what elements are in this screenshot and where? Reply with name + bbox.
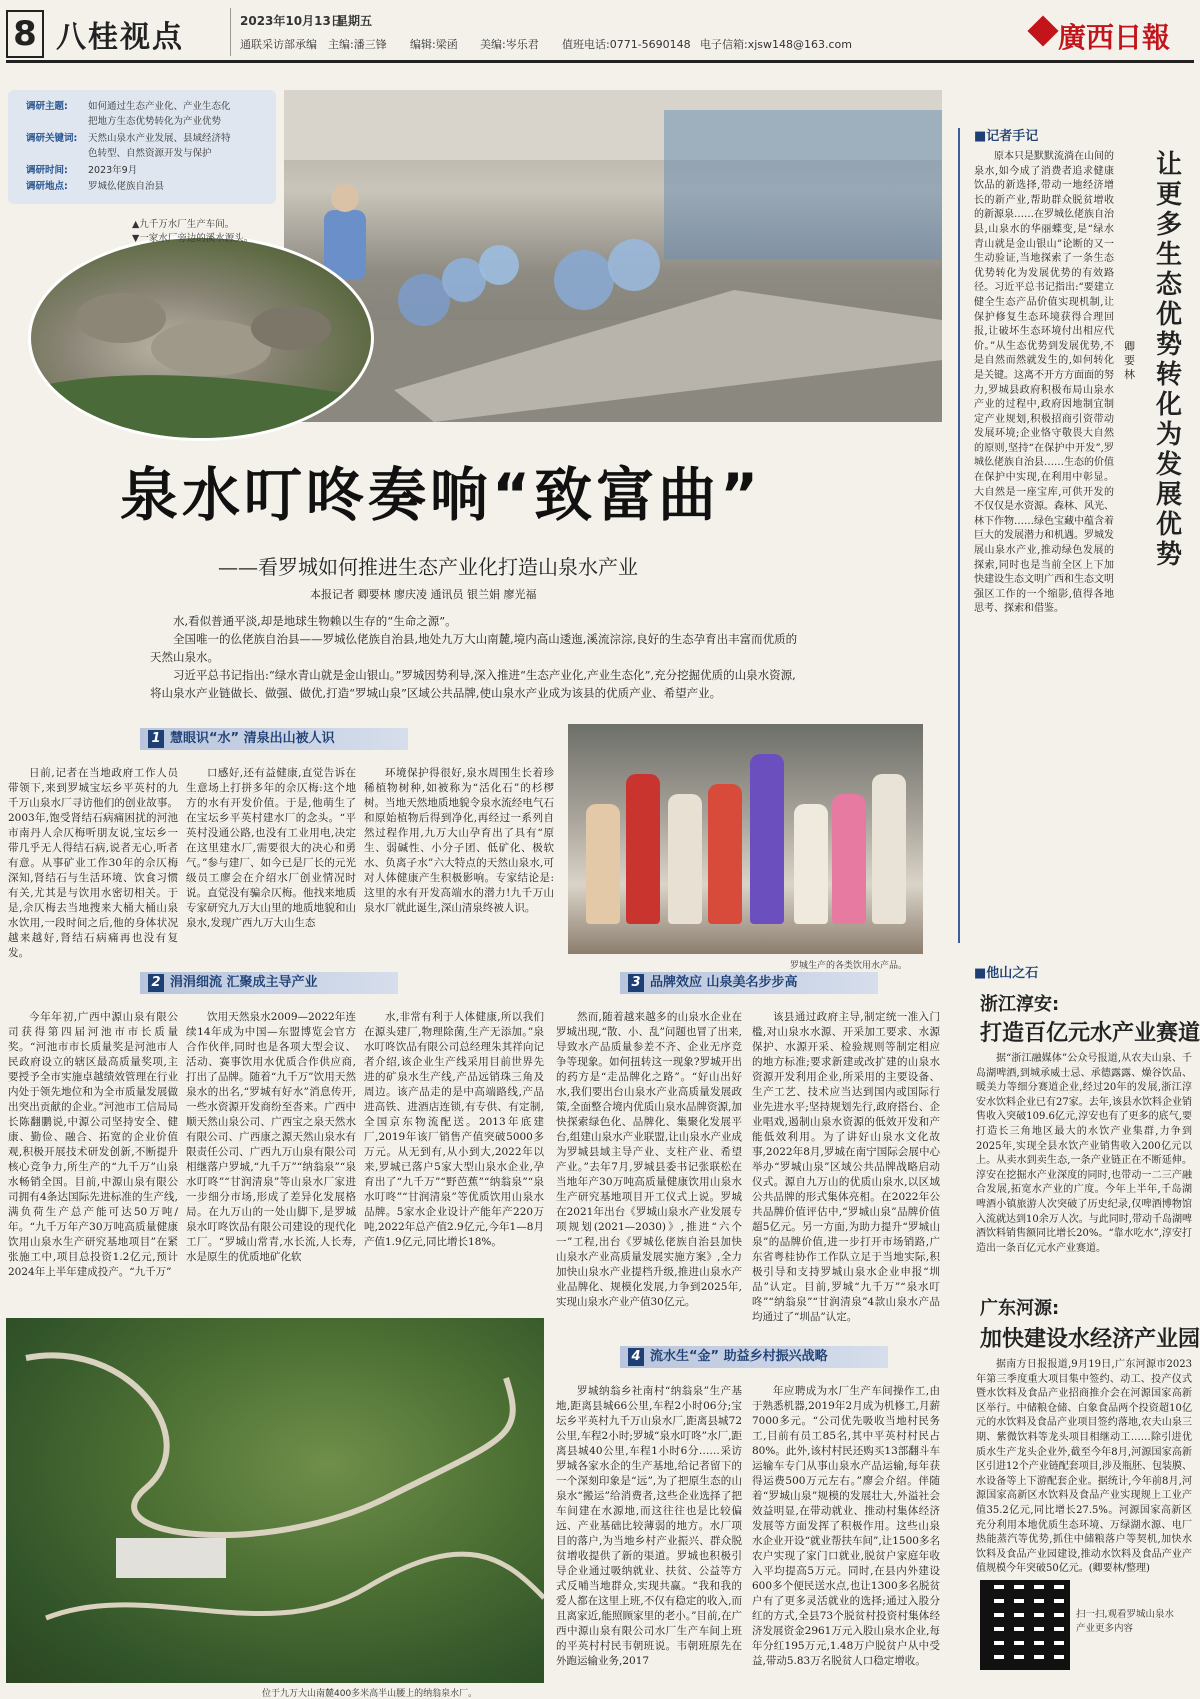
- section-3-header: 3 品牌效应 山泉美名步步高: [620, 972, 878, 994]
- section-1-col-3: 环境保护得很好,泉水周围生长着珍稀植物树种,如被称为“活化石”的杉椤树。当地天然地质地貌令泉水流经电气石和原始植物后得到净化,再经过一系列自然过程作用,九万大山孕育出了具有“原生、弱碱性、小分子团、低矿化、极软水、负离子水”六大特点的天然山泉水,可对人体健康产生积极影响。专家结论是:这里的水有开发高端水的潜力!九千万山泉水厂就此诞生,深山清泉终被人识。: [364, 767, 554, 914]
- photo-caption: 位于九万大山南麓400多米高半山腰上的纳翁泉水厂。: [262, 1689, 478, 1699]
- section-4-col-1: 罗城纳翁乡社南村“纳翁泉”生产基地,距离县城66公里,车程2小时06分;宝坛乡平英村九千万山泉水厂,距离县城72公里,车程2小时;罗城“泉水叮咚”水厂,距离县城40公里,车程1小时6分……采访罗城各家水企的生产基地,给记者留下的一个深刻印象是“远”,为了把原生态的山泉水“搬运”给消费者,这些企业选择了把车间建在水源地,而这往往也是比较偏远、产业基础比较薄弱的地方。水厂项目的落户,为当地乡村产业振兴、群众脱贫增收提供了新的渠道。罗城也积极引导企业通过吸纳就业、扶贫、公益等方式反哺当地群众,实现共赢。“我和我的爱人都在这里上班,不仅有稳定的收入,而且离家近,能照顾家里的老小。”目前,在广西中源山泉有限公司水厂生产车间上班的平英村村民韦朝班说。韦朝班原先在外跑运输业务,2017: [556, 1385, 742, 1667]
- article-headline: 泉水叮咚奏响“致富曲”: [120, 461, 763, 529]
- bottle-icon: [626, 774, 660, 924]
- paper-logo: 廣西日報: [1058, 21, 1171, 54]
- qr-caption: 扫一扫,观看罗城山泉水产业更多内容: [1076, 1609, 1175, 1634]
- notes-body: 原本只是默默流淌在山间的泉水,如今成了消费者追求健康饮品的新选择,带动一地经济增长的新产业,帮助群众脱贫增收的新源泉……在罗城仫佬族自治县,山泉水的华丽蝶变,是“绿水青山就是金山银山”论断的又一生动验证,当地探索了一条生态优势转化为发展优势的有效路径。习近平总书记指出:“要建立健全生态产品价值实现机制,让保护修复生态环境获得合理回报,让破坏生态环境付出相应代价。”从生态优势到发展优势,不是自然而然就发生的,如何转化是关键。这离不开方方面面的努力,罗城县政府积极布局山泉水产业的过程中,政府因地制宜制定产业规划,积极招商引资带动发展环境;企业恪守敬畏大自然的原则,坚持“在保护中开发”,罗城仫佬族自治县……生态的价值在保护中实现,在利用中彰显。大自然是一座宝库,可供开发的不仅仅是水资源。森林、风光、林下作物……绿色宝藏中蕴含着巨大的发展潜力和机遇。罗城发展山泉水产业,推动绿色发展的探索,同时也是当前全区上下加快建设生态文明广西和生态文明强区工作的一个缩影,值得各地思考、探索和借鉴。: [974, 151, 1114, 615]
- header-divider: [230, 8, 231, 56]
- notes-author: 卿要林: [1124, 340, 1135, 381]
- designer-credit: 美编:岑乐君: [480, 38, 539, 51]
- dept-credit: 通联采访部承编: [240, 38, 317, 51]
- survey-row: 调研主题: 如何通过生态产业化、产业生态化: [26, 101, 231, 112]
- section-title: 八桂视点: [56, 20, 184, 55]
- email: 电子信箱:xjsw148@163.com: [700, 38, 852, 51]
- survey-row: 色转型、自然资源开发与保护: [88, 148, 212, 159]
- bottle-icon: [872, 774, 906, 924]
- bottle-icon: [832, 794, 866, 924]
- mountain-road-icon: [6, 1318, 544, 1683]
- bottle-icon: [586, 804, 620, 924]
- hotline: 值班电话:0771-5690148: [562, 38, 691, 51]
- notes-title: 让更多生态优势转化为发展优势: [1156, 150, 1183, 570]
- article-intro: [150, 612, 800, 702]
- story-2-kicker: 广东河源:: [980, 1298, 1060, 1319]
- factory-photo: [284, 90, 942, 422]
- section-2-col-1: 今年年初,广西中源山泉有限公司获得第四届河池市市长质量奖。“河池市市长质量奖是河池市人民政府设立的辖区最高质量奖项,主要授予全市实施卓越绩效管理在行业内处于领先地位和为全市质量发展做出突出贡献的企业。”河池市工信局局长陈翻鹏说,中源公司坚持安全、健康、勤俭、融合、拓宽的企业价值观,积极开展技术研发创新,不断提升核心竞争力,所生产的“九千万”山泉水畅销全国。目前,中源山泉有限公司拥有4条达国际先进标准的生产线,满负荷生产总产能可达50万吨/年。“九千万年产30万吨高质量健康饮用山泉水生产研究基地项目”在紧张施工中,项目总投资1.2亿元,预计2024年上半年建成投产。“九千万”: [8, 1011, 178, 1278]
- stream-photo: [28, 235, 374, 441]
- article-subheadline: ——看罗城如何推进生态产业化打造山泉水产业: [218, 555, 638, 579]
- section-4-col-2: 年应聘成为水厂生产车间操作工,由于熟悉机器,2019年2月成为机修工,月薪7000多元。“公司优先吸收当地村民务工,目前有员工85名,其中平英村村民占80%。此外,该村村民还购买13部翻斗车运输车专门从事山泉水产品运输,每年获得运费500万元左右。”廖会介绍。伴随着“罗城山泉”规模的发展壮大,外溢社会效益明显,在带动就业、推动村集体经济发展等方面发挥了积极作用。这些山泉水企业开设“就业帮扶车间”,让1500多名农户实现了家门口就业,脱贫户家庭年收入平均提高5万元。同时,在县内外建设600多个便民送水点,也让1300多名脱贫户有了更多灵活就业的选择;通过入股分红的方式,全县73个脱贫村投资村集体经济发展资金2961万元入股山泉水企业,每年分红195万元,1.48万户脱贫户从中受益,带动5.83万名脱贫人口稳定增收。: [752, 1385, 940, 1667]
- story-2-title: 加快建设水经济产业园: [980, 1327, 1200, 1352]
- paper-logo-icon: [1027, 15, 1058, 46]
- section-1-col-1: 日前,记者在当地政府工作人员带领下,来到罗城宝坛乡平英村的九千万山泉水厂寻访他们的创业故事。2003年,饱受肾结石病痛困扰的河池市南丹人佘仄梅听朋友说,宝坛乡一带几乎无人得结石病,说者无心,听者有意。从事矿业工作30年的佘仄梅深知,肾结石与生活环境、饮食习惯有关,尤其是与饮用水密切相关。于是,佘仄梅去当地搜来大桶大桶山泉水饮用,一段时间之后,他的身体状况越来越好,肾结石病痛再也没有复发。: [8, 767, 178, 959]
- survey-row: 调研时间: 2023年9月: [26, 165, 138, 176]
- photo-caption: ▼一家水厂旁边的溪水源头。: [132, 233, 254, 244]
- section-2-col-3: 水,非常有利于人体健康,所以我们在源头建厂,物理除菌,生产无添加。”泉水叮咚饮品有限公司总经理朱其祥向记者介绍,该企业生产线采用目前世界先进的矿泉水生产线,产品远销珠三角及周边。该产品走的是中高端路线,产品进高铁、进酒店连锁,有专供、有定制,全国京东物流配送。2013年底建厂,2019年该厂销售产值突破5000多万元。从无到有,从小到大,2022年以来,罗城已落户5家大型山泉水企业,孕育出了“九千万”“野芭蕉”“纳翁泉”“泉水叮咚”“甘润清泉”等优质饮用山泉水品牌。5家水企业设计产能年产220万吨,2022年总产值2.9亿元,今年1—8月产值1.9亿元,同比增长18%。: [364, 1011, 544, 1248]
- aerial-photo: [6, 1318, 544, 1683]
- bottle-icon: [750, 754, 784, 924]
- article-byline: 本报记者 卿要林 廖庆凌 通讯员 银兰娟 廖光福: [310, 588, 537, 601]
- photo-caption: 罗城生产的各类饮用水产品。: [790, 961, 908, 971]
- survey-row: 调研地点: 罗城仫佬族自治县: [26, 181, 165, 192]
- copy-editor-credit: 编辑:梁函: [410, 38, 458, 51]
- section-2-header: 2 涓涓细流 汇聚成主导产业: [140, 972, 398, 994]
- factory-scene-icon: [284, 90, 942, 422]
- survey-info-box: [8, 90, 276, 204]
- section-1-col-2: 口感好,还有益健康,直觉告诉在生意场上打拼多年的佘仄梅:这个地方的水有开发价值。于是,他萌生了在宝坛乡平英村建水厂的念头。“平英村没通公路,也没有工业用电,决定在这里建水厂,需要很大的决心和勇气。”参与建厂、如今已是厂长的元光级员工廖会在介绍水厂创业情况时说。直觉没有骗佘仄梅。他找来地质专家研究九万大山里的地质地貌和山泉水,发现广西九万大山生态: [186, 767, 356, 929]
- section-3-col-2: 该县通过政府主导,制定统一准入门槛,对山泉水水源、开采加工要求、水源保护、水源开采、检验规则等制定相应的地方标准;要求新建或改扩建的山泉水资源开发利用企业,所采用的主要设备、生产工艺、技术应当达到国内或国际行业先进水平;坚持规划先行,政府搭台、企业唱戏,遏制山泉水资源的低效开发和产能低效利用。为了讲好山泉水文化故事,2022年8月,罗城在南宁国际会展中心举办“罗城山泉”区域公共品牌战略启动仪式。源自九万山的优质山泉水,以区域公共品牌的形式集体亮相。在2022年公共品牌价值评估中,“罗城山泉”品牌价值超5亿元。另一方面,为助力提升“罗城山泉”的品牌价值,进一步打开市场销路,广东省粤桂协作工作队立足于当地实际,积极引导和支持罗城山泉水企业申报“圳品”认定。目前,罗城“九千万”“泉水叮咚”“纳翁泉”“甘润清泉”4款山泉水产品均通过了“圳品”认定。: [752, 1011, 940, 1323]
- notes-rule: [958, 128, 960, 943]
- section-3-col-1: 然而,随着越来越多的山泉水企业在罗城出现,“散、小、乱”问题也冒了出来,导致水产品质量参差不齐、企业无序竞争等现象。如何扭转这一现象?罗城开出的药方是“走品牌化之路”。“好山出好水,我们要出台山泉水产业高质量发展政策,全面整合境内优质山泉水品牌资源,加快探索绿色化、品牌化、集聚化发展平台,组建山泉水产业联盟,让山泉水产业成为罗城县域主导产业、支柱产业、希望产业。”去年7月,罗城县委书记张联松在当地年产30万吨高质量健康饮用山泉水生产研究基地项目开工仪式上说。罗城在2021年出台《罗城山泉水产业发展专项规划(2021—2030)》,推进“六个一”工程,出台《罗城仫佬族自治县加快山泉水产业高质量发展实施方案》,全力加快山泉水产业提档升级,推进山泉水产业品牌化、规模化发展,力争到2025年,实现山泉水产业产值30亿元。: [556, 1011, 742, 1308]
- qr-code-icon[interactable]: [980, 1580, 1070, 1670]
- survey-row: 调研关键词: 天然山泉水产业发展、县域经济特: [26, 133, 231, 144]
- intro-paragraph: 水,看似普通平淡,却是地球生物赖以生存的“生命之源”。: [173, 614, 457, 628]
- issue-date: 2023年10月13日: [240, 14, 343, 28]
- story-2-body: 据南方日报报道,9月19日,广东河源市2023年第三季度重大项目集中签约、动工、投产仪式暨水饮料及食品产业招商推介会在河源国家高新区举行。中储粮仓储、白象食品两个投资超10亿元的水饮料及食品产业项目签约落地,农夫山泉三期、紫微饮料等龙头项目相继动工……除引进优质水生产龙头企业外,截至今年8月,河源国家高新区引进12个产业链配套项目,涉及瓶胚、包装膜、水设备等上下游配套企业。据统计,今年前8月,河源国家高新区水饮料及食品产业实现规上工业产值35.2亿元,同比增长27.5%。河源国家高新区充分利用本地优质生态环境、万绿湖水源、电厂热能蒸汽等优势,抓住中储粮落户等契机,加快水饮料及食品产业园建设,推动水饮料及食品产业产值规模今年突破50亿元。(卿要林/整理): [976, 1359, 1192, 1574]
- story-1-kicker: 浙江淳安:: [980, 994, 1060, 1015]
- section-2-col-2: 饮用天然泉水2009—2022年连续14年成为中国—东盟博览会官方合作伙伴,同时也是各项大型会议、活动、赛事饮用水优质合作供应商,打出了品牌。随着“九千万”饮用天然泉水的出名,“罗城有好水”消息传开,一些水资源开发商纷至沓来。广西中顺天然山泉公司、广西宝之泉天然水有限公司、广西康之源天然山泉水有限责任公司、广西九万山泉有限公司相继落户罗城,“九千万”“纳翁泉”“泉水叮咚”“甘润清泉”等山泉水厂家进一步细分市场,形成了差异化发展格局。在九万山的一处山脚下,是罗城泉水叮咚饮品有限公司建设的现代化工厂。“罗城山常青,水长流,人长寿,水是原生的优质地矿化软: [186, 1011, 356, 1263]
- header-rule: [6, 60, 1194, 63]
- notes-header: ■记者手记: [974, 129, 1039, 144]
- editor-credit: 主编:潘三锋: [328, 38, 387, 51]
- stream-scene-icon: [31, 238, 371, 438]
- issue-weekday: 星期五: [336, 14, 373, 28]
- section-1-header: 1 慧眼识“水” 清泉出山被人识: [140, 728, 408, 750]
- survey-row: 把地方生态优势转化为产业优势: [88, 116, 222, 127]
- bottles-photo: [568, 724, 923, 954]
- bottle-icon: [668, 794, 702, 924]
- other-places-header: ■他山之石: [974, 966, 1039, 981]
- story-1-title: 打造百亿元水产业赛道: [980, 1021, 1200, 1046]
- intro-paragraph: 习近平总书记指出:“绿水青山就是金山银山。”罗城因势利导,深入推进“生态产业化,产业生态化”,充分挖掘优质的山泉水资源,将山泉水产业链做长、做强、做优,打造“罗城山泉”区域公共品牌,使山泉水产业成为该县的优质产业、希望产业。: [150, 668, 796, 700]
- bottle-icon: [708, 784, 742, 924]
- intro-paragraph: 全国唯一的仫佬族自治县——罗城仫佬族自治县,地处九万大山南麓,境内高山逶迤,溪流淙淙,良好的生态孕育出丰富而优质的天然山泉水。: [150, 632, 798, 664]
- page-number: 8: [6, 10, 44, 58]
- story-1-body: 据“浙江融媒体”公众号报道,从农夫山泉、千岛湖啤酒,到城承威士忌、承德露露、燥谷饮品、暖美力等细分赛道企业,经过20年的发展,浙江淳安水饮料企业已有27家。去年,该县水饮料企业销售收入突破109.6亿元,淳安也有了更多的底气,要打造长三角地区最大的水饮产业集群,力争到2025年,实现全县水饮产业销售收入200亿元以上。从卖水到卖生态,一条产业链正在不断延伸。淳安在挖掘水产业深度的同时,也带动一二三产融合发展,拓宽水产业的广度。今年上半年,千岛湖啤酒小镇旅游人次突破了历史纪录,仅啤酒博物馆入流就达到10余万人次。与此同时,带动千岛湖啤酒饮料销售额同比增长20%。“靠水吃水”,淳安打造出一条百亿元水产业赛道。: [976, 1053, 1192, 1254]
- photo-caption: ▲九千万水厂生产车间。: [132, 219, 235, 230]
- bottle-icon: [794, 804, 828, 924]
- section-4-header: 4 流水生“金” 助益乡村振兴战略: [620, 1346, 888, 1368]
